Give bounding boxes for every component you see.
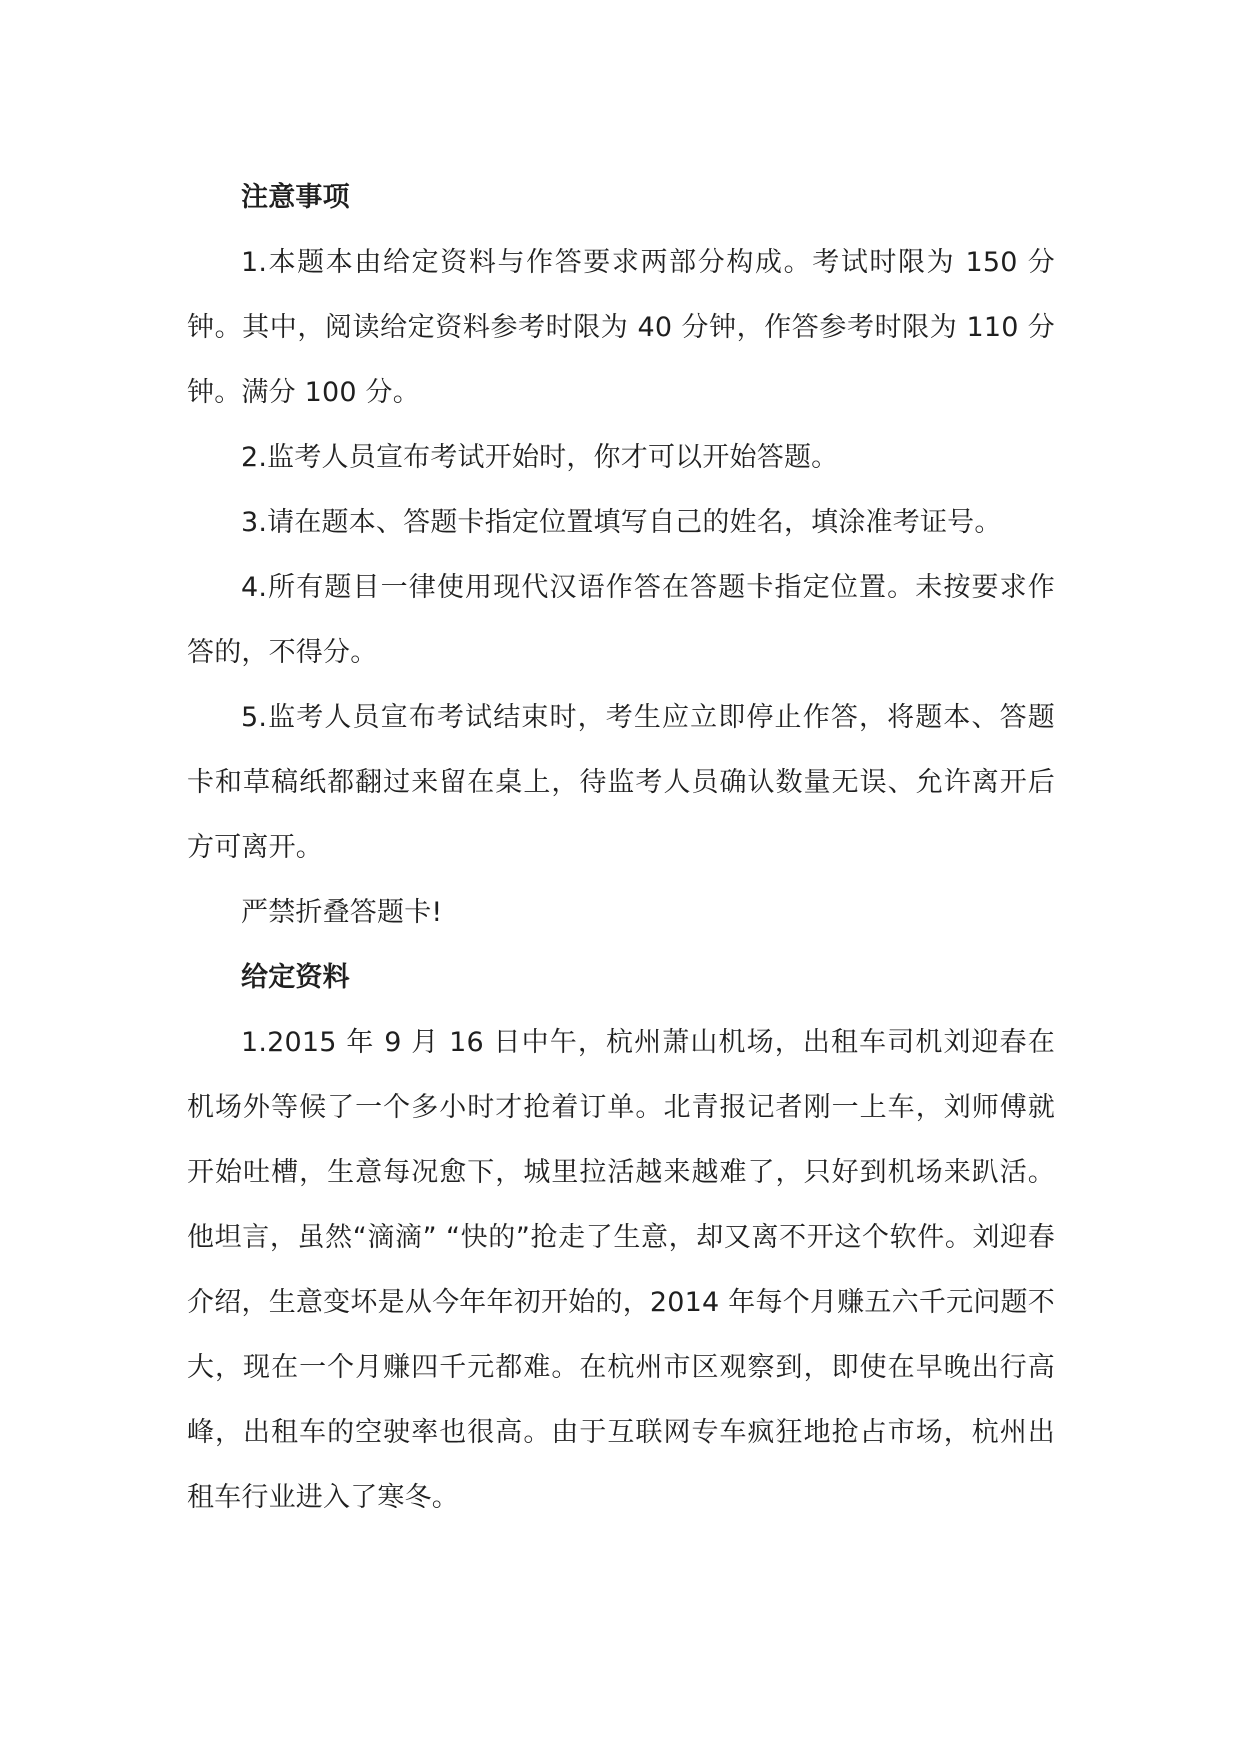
notice-item-1: 1.本题本由给定资料与作答要求两部分构成。考试时限为 150 分钟。其中，阅读给定资料参考时限为 40 分钟，作答参考时限为 110 分钟。满分 100 分。: [187, 247, 1055, 408]
notice-item-4: 4.所有题目一律使用现代汉语作答在答题卡指定位置。未按要求作答的，不得分。: [187, 572, 1055, 668]
notice-item-5: 5.监考人员宣布考试结束时，考生应立即停止作答，将题本、答题卡和草稿纸都翻过来留在桌上，待监考人员确认数量无误、允许离开后方可离开。: [187, 702, 1055, 863]
notice-item-3: 3.请在题本、答题卡指定位置填写自己的姓名，填涂准考证号。: [241, 507, 1002, 538]
materials-heading: 给定资料: [241, 962, 350, 993]
notice-item-2: 2.监考人员宣布考试开始时，你才可以开始答题。: [241, 442, 839, 473]
document-page: [187, 165, 1055, 1530]
material-paragraph-1: 1.2015 年 9 月 16 日中午，杭州萧山机场，出租车司机刘迎春在机场外等候了一个多小时才抢着订单。北青报记者刚一上车，刘师傅就开始吐槽，生意每况愈下，城里拉活越来越难了，只好到机场来趴活。他坦言，虽然“滴滴” “快的”抢走了生意，却又离不开这个软件。刘迎春介绍，生意变坏是从今年年初开始的，2014 年每个月赚五六千元问题不大，现在一个月赚四千元都难。在杭州市区观察到，即使在早晚出行高峰，出租车的空驶率也很高。由于互联网专车疯狂地抢占市场，杭州出租车行业进入了寒冬。: [187, 1027, 1055, 1513]
notice-warning: 严禁折叠答题卡!: [241, 897, 443, 928]
notice-heading: 注意事项: [241, 182, 350, 213]
